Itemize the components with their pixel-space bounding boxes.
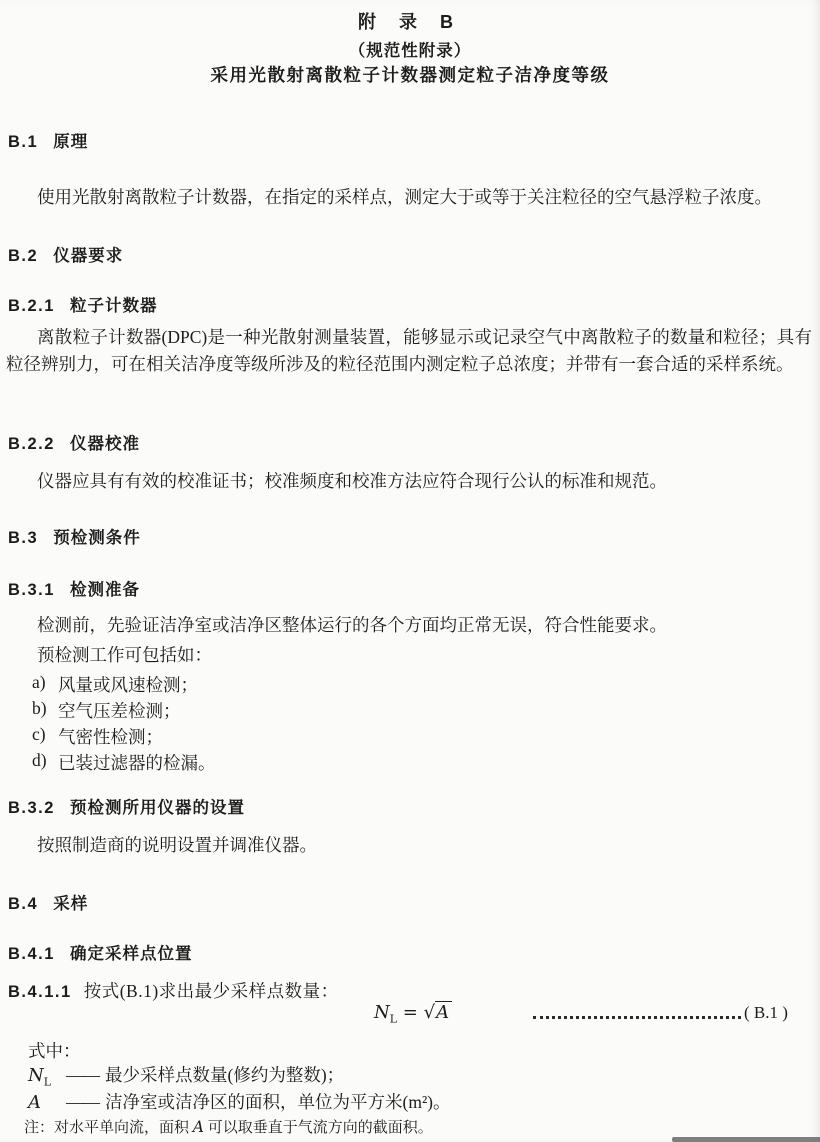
dotted-leader (533, 1002, 741, 1019)
section-number: B.3.1 (8, 581, 55, 599)
equals-sign: = (402, 1002, 418, 1023)
definition-a (28, 1089, 451, 1116)
list-marker: d) (32, 750, 47, 770)
paragraph-b31-2: 预检测工作可包括如： (37, 645, 212, 665)
appendix-heading: 采用光散射离散粒子计数器测定粒子洁净度等级 (210, 65, 610, 85)
list-item-a (32, 672, 198, 697)
definition-nl (28, 1062, 344, 1089)
definition-dash: —— (66, 1092, 99, 1112)
scan-artifact (672, 1137, 820, 1142)
footnote-prefix: 注：对水平单向流，面积 (24, 1120, 193, 1136)
where-label: 式中： (28, 1041, 81, 1061)
paragraph-b31-1: 检测前，先验证洁净室或洁净区整体运行的各个方面均正常无误，符合性能要求。 (37, 615, 667, 635)
paragraph-b21: 离散粒子计数器(DPC)是一种光散射测量装置，能够显示或记录空气中离散粒子的数量和粒径；具有粒径辨别力，可在相关洁净度等级所涉及的粒径范围内测定粒子总浓度；并带有一套合适的采样系统。 (6, 327, 812, 374)
formula-subscript: L (389, 1012, 398, 1026)
section-heading-b32 (8, 794, 245, 818)
section-number: B.3 (8, 529, 39, 547)
list-text: 已装过滤器的检漏。 (58, 753, 216, 773)
section-number: B.4.1 (8, 945, 55, 963)
section-heading-b3 (8, 524, 141, 548)
clause-heading-b411 (8, 978, 339, 1003)
section-number: B.1 (8, 133, 39, 151)
section-title: 预检测条件 (53, 529, 141, 547)
list-item-d (32, 750, 216, 775)
section-number: B.3.2 (8, 799, 55, 817)
clause-text: 按式(B.1)求出最少采样点数量： (83, 981, 339, 1001)
section-heading-b31 (8, 576, 140, 600)
section-heading-b22 (8, 430, 140, 454)
section-title: 预检测所用仪器的设置 (69, 799, 245, 817)
section-title: 原理 (53, 133, 89, 151)
definition-dash: —— (66, 1065, 99, 1085)
section-title: 确定采样点位置 (69, 945, 193, 963)
section-number: B.2 (8, 247, 39, 265)
radical-sign: √ (423, 1002, 436, 1023)
section-heading-b1 (8, 128, 88, 152)
list-text: 风量或风速检测； (58, 675, 198, 695)
section-number: B.2.1 (8, 297, 55, 315)
section-heading-b41 (8, 940, 192, 964)
paragraph-b32: 按照制造商的说明设置并调准仪器。 (37, 835, 317, 855)
section-heading-b2 (8, 242, 123, 266)
paragraph-b1: 使用光散射离散粒子计数器，在指定的采样点，测定大于或等于关注粒径的空气悬浮粒子浓度。 (37, 187, 772, 207)
appendix-title: 附 录 B (357, 12, 462, 32)
appendix-subtitle: （规范性附录） (348, 42, 472, 60)
list-text: 空气压差检测； (58, 701, 181, 721)
footnote (24, 1116, 433, 1137)
section-heading-b4 (8, 890, 88, 914)
section-title: 仪器要求 (53, 247, 124, 265)
clause-number: B.4.1.1 (8, 983, 72, 1001)
list-marker: c) (32, 724, 46, 744)
radical-argument: A (435, 1001, 452, 1023)
section-title: 检测准备 (69, 581, 140, 599)
section-title: 采样 (53, 895, 89, 913)
section-title: 粒子计数器 (69, 297, 158, 315)
definition-text: 洁净室或洁净区的面积，单位为平方米(m²)。 (105, 1092, 451, 1112)
equation-number: ( B.1 ) (744, 1003, 788, 1022)
footnote-symbol-a: A (192, 1118, 204, 1136)
list-text: 气密性检测； (58, 727, 163, 747)
paragraph-b22: 仪器应具有有效的校准证书；校准频度和校准方法应符合现行公认的标准和规范。 (37, 471, 667, 491)
list-marker: b) (32, 698, 47, 718)
footnote-suffix: 可以取垂直于气流方向的截面积。 (203, 1120, 433, 1136)
formula-expression (374, 1002, 452, 1026)
formula-variable: N (374, 1002, 390, 1023)
section-title: 仪器校准 (69, 435, 140, 453)
section-number: B.2.2 (8, 435, 55, 453)
definition-text: 最少采样点数量(修约为整数)； (105, 1065, 345, 1085)
list-item-b (32, 698, 181, 723)
symbol-nl: $N_L$ (28, 1065, 52, 1089)
list-marker: a) (32, 672, 46, 692)
section-number: B.4 (8, 895, 39, 913)
symbol-a: A (28, 1092, 41, 1113)
section-heading-b21 (8, 292, 157, 316)
list-item-c (32, 724, 163, 749)
